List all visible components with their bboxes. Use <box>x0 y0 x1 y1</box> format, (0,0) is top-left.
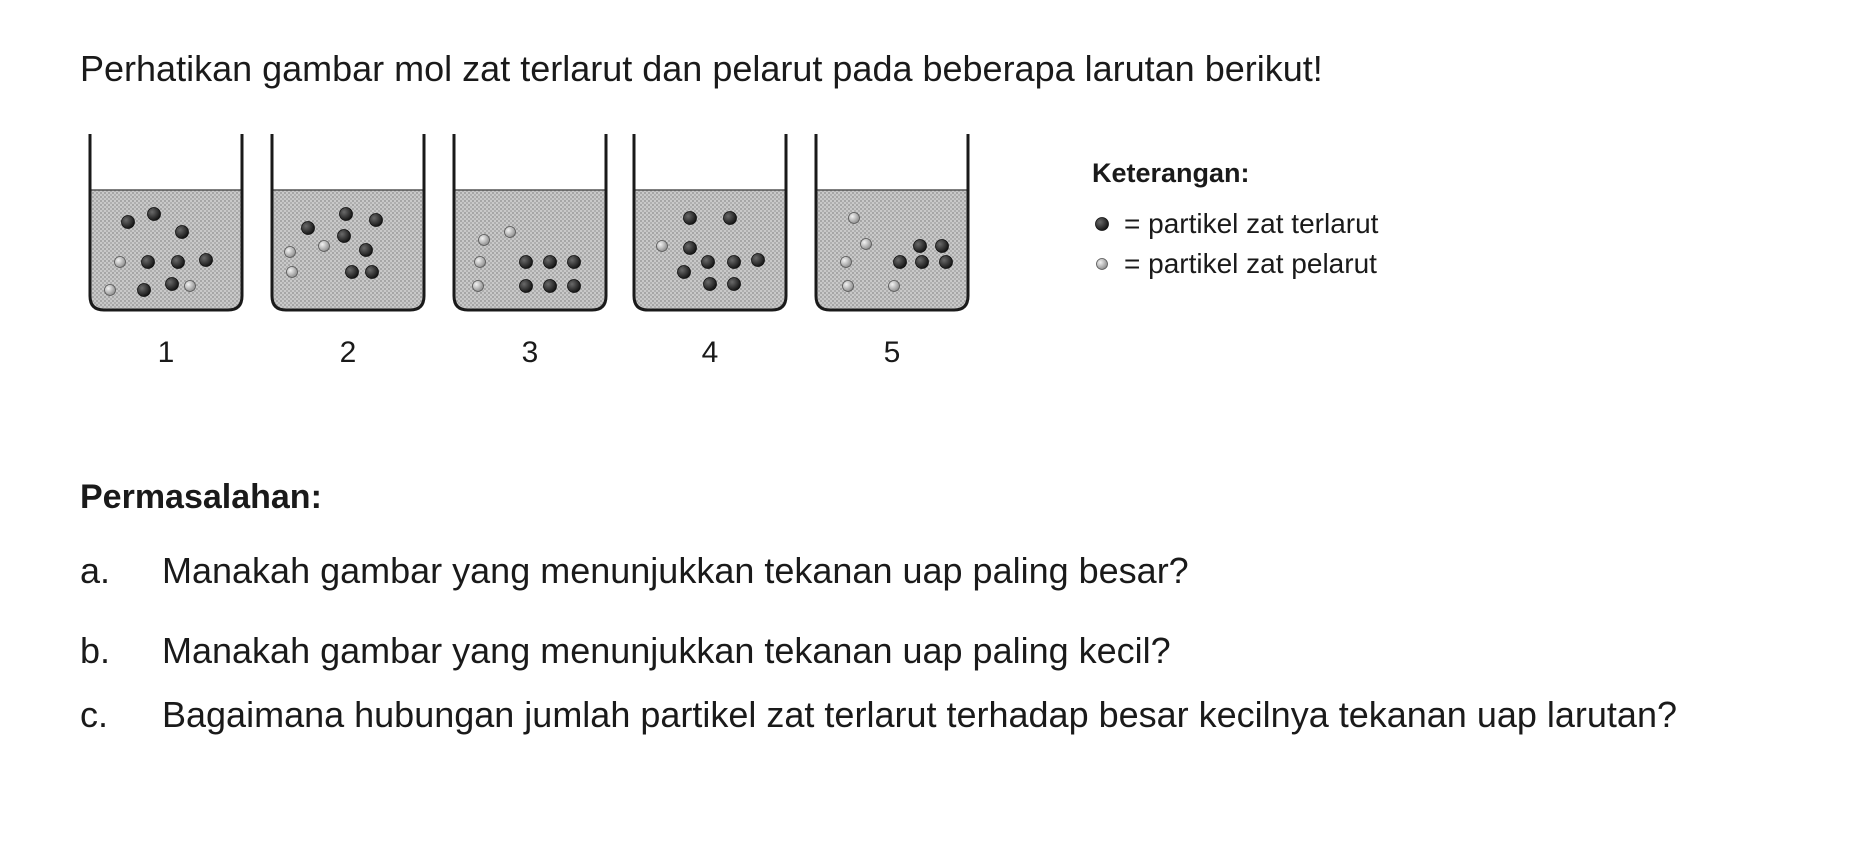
solvent-particle <box>657 241 668 252</box>
question-letter: a. <box>80 550 111 591</box>
liquid-fill <box>634 190 786 310</box>
legend-solvent-row <box>1092 248 1377 280</box>
question-b <box>80 628 1800 674</box>
solute-particle <box>728 278 741 291</box>
solute-particle <box>166 278 179 291</box>
legend-solvent-label: = partikel zat pelarut <box>1124 248 1377 279</box>
solute-particle <box>684 242 697 255</box>
solute-particle <box>360 244 373 257</box>
solute-particle <box>940 256 953 269</box>
problem-title: Permasalahan: <box>80 478 322 516</box>
solvent-particle <box>287 267 298 278</box>
solute-particle <box>176 226 189 239</box>
legend-solute-row <box>1092 208 1378 240</box>
solvent-particle <box>479 235 490 246</box>
solvent-particle <box>473 281 484 292</box>
solute-particle <box>936 240 949 253</box>
beaker-illustration <box>0 0 1866 420</box>
solute-particle <box>172 256 185 269</box>
beaker-label: 5 <box>883 336 901 369</box>
solute-particle <box>568 280 581 293</box>
solute-particle <box>704 278 717 291</box>
solute-particle <box>544 256 557 269</box>
solute-particle <box>138 284 151 297</box>
solvent-particle <box>285 247 296 258</box>
question-text: Manakah gambar yang menunjukkan tekanan uap paling kecil? <box>162 630 1171 671</box>
beaker-5 <box>816 134 968 369</box>
solute-particle <box>520 256 533 269</box>
solvent-particle <box>115 257 126 268</box>
solute-particle <box>724 212 737 225</box>
solvent-particle-icon <box>1092 254 1112 274</box>
solute-particle <box>200 254 213 267</box>
solvent-particle <box>889 281 900 292</box>
solute-particle <box>702 256 715 269</box>
solute-particle <box>544 280 557 293</box>
solute-particle <box>752 254 765 267</box>
solvent-particle <box>319 241 330 252</box>
question-c <box>80 692 1800 738</box>
solute-particle-icon <box>1092 214 1112 234</box>
question-a <box>80 548 1800 594</box>
beaker-4 <box>634 134 786 369</box>
solvent-particle <box>861 239 872 250</box>
question-text: Manakah gambar yang menunjukkan tekanan uap paling besar? <box>162 550 1189 591</box>
solvent-particle <box>475 257 486 268</box>
solute-particle <box>366 266 379 279</box>
solute-particle <box>148 208 161 221</box>
beaker-1 <box>90 134 242 369</box>
solute-particle <box>684 212 697 225</box>
solute-particle <box>346 266 359 279</box>
beaker-2 <box>272 134 424 369</box>
solute-particle <box>520 280 533 293</box>
solute-particle <box>142 256 155 269</box>
beaker-label: 4 <box>701 336 719 369</box>
solute-particle <box>914 240 927 253</box>
beaker-label: 2 <box>339 336 357 369</box>
beaker-label: 3 <box>521 336 539 369</box>
solute-particle <box>122 216 135 229</box>
question-letter: b. <box>80 630 111 671</box>
solvent-particle <box>843 281 854 292</box>
beaker-3 <box>454 134 606 369</box>
intro-text: Perhatikan gambar mol zat terlarut dan pelarut pada beberapa larutan berikut! <box>80 48 1323 89</box>
solvent-particle <box>105 285 116 296</box>
solute-particle <box>340 208 353 221</box>
solute-particle <box>678 266 691 279</box>
solute-particle <box>894 256 907 269</box>
solute-particle <box>302 222 315 235</box>
solute-particle <box>338 230 351 243</box>
solute-particle <box>568 256 581 269</box>
liquid-fill <box>454 190 606 310</box>
solvent-particle <box>185 281 196 292</box>
question-letter: c. <box>80 694 109 735</box>
question-text: Bagaimana hubungan jumlah partikel zat terlarut terhadap besar kecilnya tekanan uap larutan? <box>162 694 1677 735</box>
legend-title: Keterangan: <box>1092 158 1250 188</box>
solvent-particle <box>849 213 860 224</box>
beaker-label: 1 <box>157 336 175 369</box>
solvent-particle <box>841 257 852 268</box>
solute-particle <box>370 214 383 227</box>
solute-particle <box>916 256 929 269</box>
solute-particle <box>728 256 741 269</box>
solvent-particle <box>505 227 516 238</box>
legend-solute-label: = partikel zat terlarut <box>1124 208 1379 239</box>
